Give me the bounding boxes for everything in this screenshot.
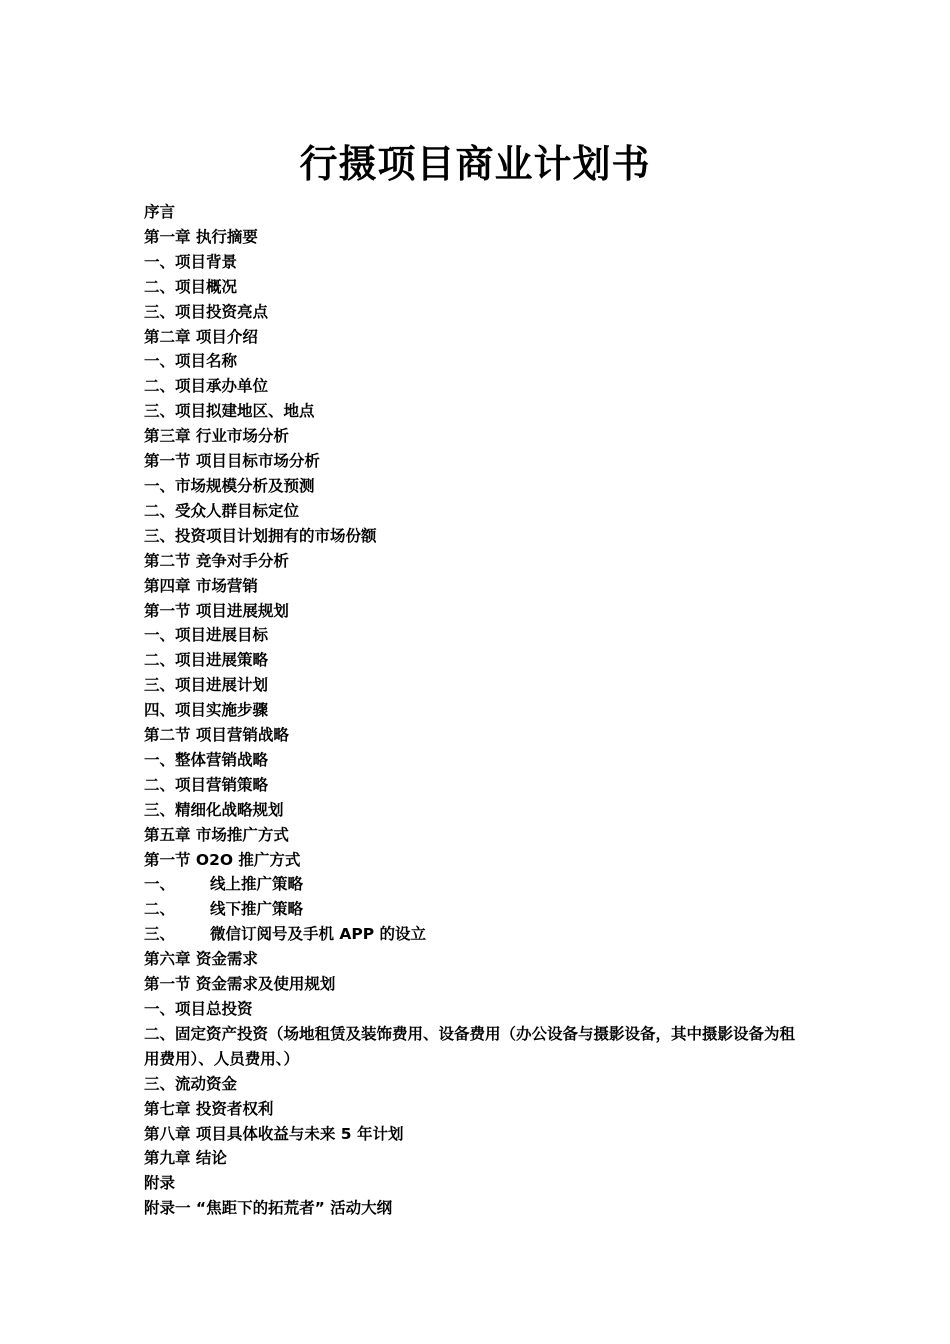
toc-item-marker: 三、 — [144, 925, 176, 944]
toc-item-label: 线下推广策略 — [210, 900, 304, 919]
toc-item: 一、项目背景 — [144, 252, 238, 271]
toc-item: 一、项目名称 — [144, 352, 238, 371]
toc-item: 三、项目投资亮点 — [144, 302, 269, 321]
toc-appendix-1: 附录一 “焦距下的拓荒者” 活动大纲 — [144, 1199, 393, 1218]
toc-item: 二、项目承办单位 — [144, 377, 269, 396]
toc-item-marker: 二、 — [144, 900, 176, 919]
toc-item — [144, 897, 808, 922]
toc-chapter-5: 第五章 市场推广方式 — [144, 825, 289, 844]
table-of-contents — [144, 200, 808, 1221]
toc-section: 第二节 项目营销战略 — [144, 726, 289, 745]
toc-item: 三、流动资金 — [144, 1074, 238, 1093]
toc-section: 第一节 项目目标市场分析 — [144, 452, 320, 471]
toc-item: 一、市场规模分析及预测 — [144, 476, 315, 495]
toc-item-preface: 序言 — [144, 203, 176, 221]
toc-item-label: 线上推广策略 — [210, 875, 304, 894]
toc-chapter-3: 第三章 行业市场分析 — [144, 427, 289, 446]
toc-section: 第一节 O2O 推广方式 — [144, 850, 301, 869]
toc-chapter-4: 第四章 市场营销 — [144, 576, 258, 595]
toc-appendix: 附录 — [144, 1174, 176, 1193]
toc-item: 三、投资项目计划拥有的市场份额 — [144, 526, 377, 545]
toc-item — [144, 922, 808, 947]
toc-item: 一、项目总投资 — [144, 1000, 253, 1018]
toc-section: 第二节 竞争对手分析 — [144, 551, 289, 570]
toc-item — [144, 872, 808, 897]
toc-item: 二、项目进展策略 — [144, 651, 269, 670]
toc-chapter-9: 第九章 结论 — [144, 1149, 227, 1168]
toc-item: 一、项目进展目标 — [144, 626, 269, 645]
toc-item: 四、项目实施步骤 — [144, 701, 269, 720]
toc-section: 第一节 资金需求及使用规划 — [144, 975, 336, 994]
toc-item: 二、受众人群目标定位 — [144, 501, 300, 520]
toc-chapter-6: 第六章 资金需求 — [144, 950, 258, 969]
toc-section: 第一节 项目进展规划 — [144, 601, 289, 620]
toc-item-marker: 一、 — [144, 875, 176, 894]
toc-item: 一、整体营销战略 — [144, 750, 269, 769]
document-title: 行摄项目商业计划书 — [299, 142, 651, 186]
toc-item: 二、项目营销策略 — [144, 775, 269, 794]
toc-item: 三、精细化战略规划 — [144, 800, 284, 819]
toc-chapter-7: 第七章 投资者权利 — [144, 1099, 274, 1118]
toc-item: 二、固定资产投资（场地租赁及装饰费用、设备费用（办公设备与摄影设备，其中摄影设备为租用费用）、人员费用、） — [144, 1024, 796, 1068]
toc-item: 二、项目概况 — [144, 277, 238, 296]
toc-chapter-8: 第八章 项目具体收益与未来 5 年计划 — [144, 1124, 404, 1143]
toc-chapter-2: 第二章 项目介绍 — [144, 327, 258, 346]
toc-chapter-1: 第一章 执行摘要 — [144, 227, 258, 246]
toc-item: 三、项目拟建地区、地点 — [144, 402, 315, 421]
toc-item-label: 微信订阅号及手机 APP 的设立 — [210, 925, 427, 944]
toc-item: 三、项目进展计划 — [144, 676, 269, 695]
